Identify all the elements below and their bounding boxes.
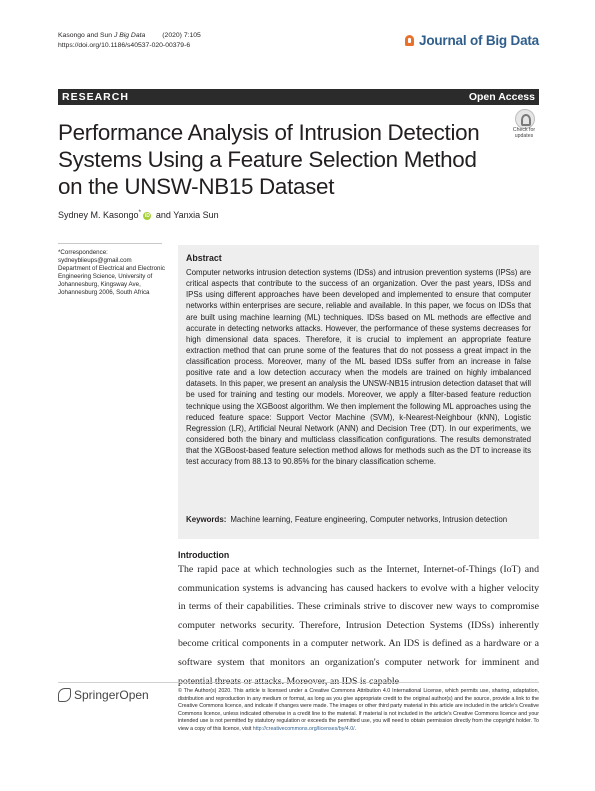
keywords-label: Keywords: [186, 515, 227, 524]
footer-divider [58, 682, 539, 683]
keywords [186, 515, 531, 526]
header-journal-abbr: J Big Data [113, 32, 146, 39]
abstract-heading: Abstract [186, 253, 222, 263]
springer-open-logo[interactable] [58, 688, 149, 702]
orcid-icon[interactable]: iD [144, 213, 150, 219]
article-title: Performance Analysis of Intrusion Detection Systems Using a Feature Selection Method on the UNSW-NB15 Dataset [58, 120, 480, 199]
correspondence-label: *Correspondence: [58, 249, 108, 256]
open-access-label: Open Access [468, 90, 535, 103]
author-1[interactable]: Sydney M. Kasongo [58, 210, 139, 220]
check-for-updates-badge[interactable] [508, 109, 540, 143]
correspondence-block [58, 249, 168, 297]
check-for-updates-text: Check for updates [512, 127, 536, 139]
check-for-updates-icon [515, 109, 535, 129]
journal-logo[interactable] [405, 33, 539, 48]
header-authors: Kasongo and Sun [58, 32, 113, 39]
publisher-name: Springer [74, 688, 120, 702]
license-link[interactable]: http://creativecommons.org/licenses/by/4.0/ [252, 725, 355, 732]
license-text: © The Author(s) 2020. This article is licensed under a Creative Commons Attribution 4.0 International License, which permits use, sharing, adaptation, distribution and reproduction in any medium or format, as long as you give appropriate credit to the original author(s) and the source, provide a link to the Creative Commons licence, and indicate if changes were made. The images or other third party material in this article are included in the article's Creative Commons licence, unless indicated otherwise in a credit line to the material. If material is not included in the article's Creative Commons licence and your intended use is not permitted by statutory regulation or exceeds the permitted use, you will need to obtain permission directly from the copyright holder. To view a copy of this licence, visit [178, 688, 539, 732]
side-divider [58, 243, 162, 244]
journal-logo-icon [405, 35, 414, 46]
article-type-banner [58, 89, 539, 105]
abstract-box [178, 245, 539, 539]
springer-horse-icon [58, 688, 71, 702]
introduction-text: The rapid pace at which technologies such as the Internet, Internet-of-Things (IoT) and communication systems is advancing has caused hackers to evolve with a higher velocity in terms of their capabilities. These criminals strive to discover new ways to compromise computer networks security. Therefore, Intrusion Detection Systems (IDSs) inherently become critical components in a computer network. An IDS is defined as a hardware or a software system that monitors an organization's computer network for imminent and [178, 564, 539, 668]
license-notice: © The Author(s) 2020. This article is licensed under a Creative Commons Attribution 4.0 International License, which permits use, sharing, adaptation, distribution and reproduction in any medium or format, as long as you give appropriate credit to the original author(s) and the source, provide a link to the Creative Commons licence, and indicate if changes were made. The images or other third party material in this article are included in the article's Creative Commons licence, unless indicated otherwise in a credit line to the material. If material is not included in the article's Creative Commons licence and your intended use is not permitted by statutory regulation or exceeds the permitted use, you will need to obtain permission directly from the copyright holder. To view a copy of this licence, visit http://creativecommons.org/licenses/by/4.0/. [178, 688, 539, 732]
header-doi[interactable]: https://doi.org/10.1186/s40537-020-00379-6 [58, 42, 191, 49]
publisher-suffix: Open [119, 688, 149, 702]
article-type-label: RESEARCH [62, 90, 129, 103]
author-2[interactable]: and Yanxia Sun [153, 210, 219, 220]
header-citation: (2020) 7:105 [162, 32, 201, 39]
abstract-text: Computer networks intrusion detection systems (IDSs) and intrusion prevention systems (IPSs) are critical aspects that contribute to the success of an organization. Over the past years, IDSs and IPSs using different approaches have been developed and implemented to ensure that computer networks within enterprises are secure, reliable and available. In this paper, we focus on IDSs that are built using machine learning (ML) techniques. IDSs based on ML methods are effective and accurate in detecting networks attacks. However, the performance of these systems decreases for high dimensional data spaces. Therefore, it is crucial to implement an appropriate feature extraction method that can prune some of the features that do not possess a great impact in the classification process. Moreover, many of the ML based IDSs suffer from an increase in false positive rate and a low detection accuracy when the models are trained on highly imbalanced datasets. In this paper, we present an analysis the UNSW-NB15 intrusion detection dataset that will be used for training and testing our models. Moreover, we apply a filter-based feature reduction technique using the XGBoost algorithm. We then implement the following ML approaches using the reduced feature space: Support Vector Machine (SVM), k-Nearest-Neighbour (kNN), Logistic Regression (LR), Artificial Neural Network (ANN) and Decision Tree (DT). In our experiments, we considered both the binary and multiclass classification configurations. The results demonstrated that the XGBoost-based feature selection method allows for methods such as the DT to increase its test accuracy from 88.13 to 90.85% for the binary classification scheme. [186, 268, 531, 467]
corresponding-mark: * [138, 210, 141, 216]
author-affiliation: Department of Electrical and Electronic Engineering Science, University of Johannesburg, Kingsway Ave, Johannesburg 2006, South Africa [58, 265, 165, 296]
running-header [58, 31, 201, 51]
correspondence-email[interactable]: sydneyblieups@gmail.com [58, 257, 132, 264]
author-list [58, 210, 219, 220]
introduction-heading: Introduction [178, 550, 230, 560]
keywords-list: Machine learning, Feature engineering, Computer networks, Intrusion detection [230, 515, 508, 524]
journal-name: Journal of Big Data [419, 33, 539, 48]
